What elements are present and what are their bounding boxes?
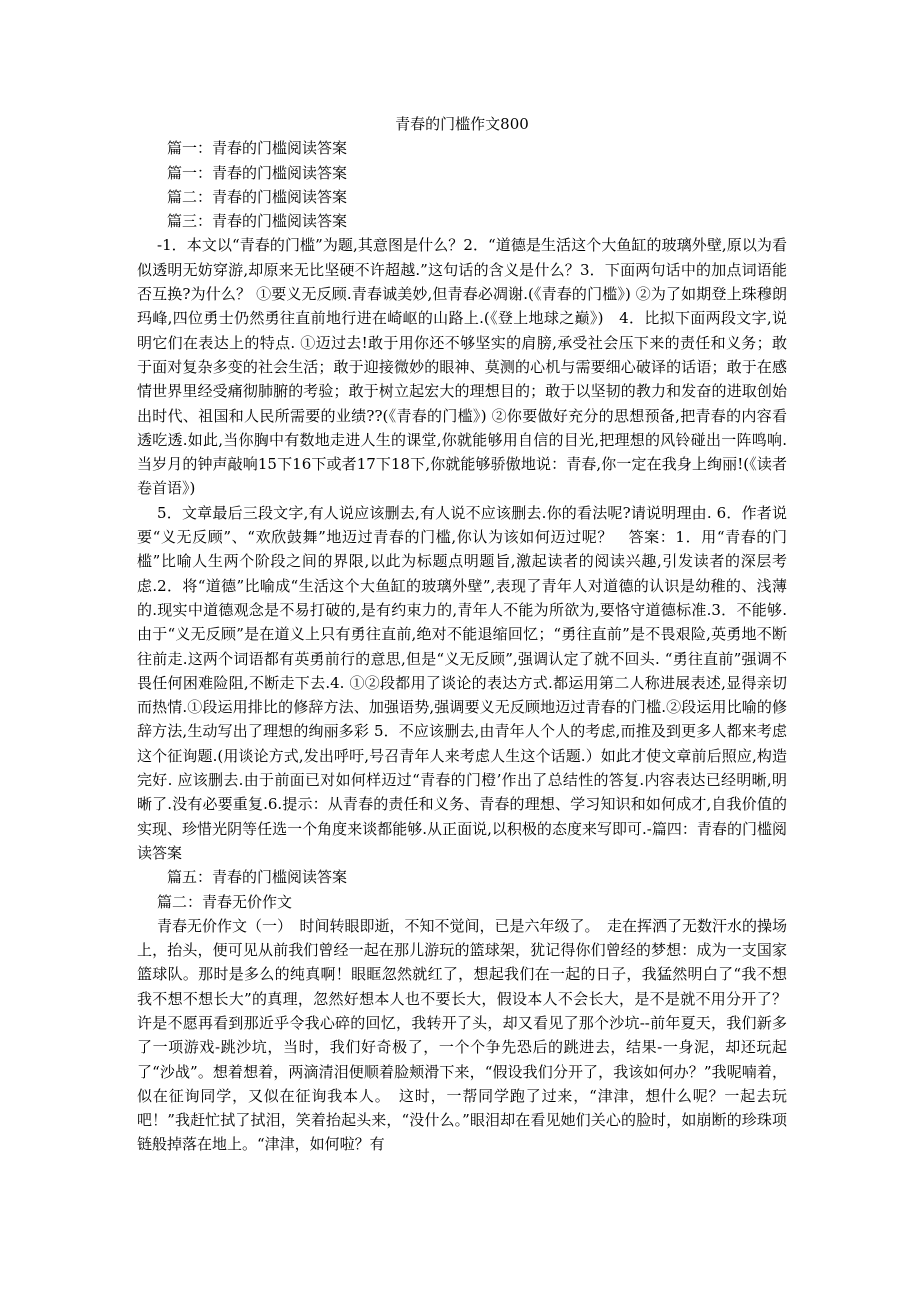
- section-heading: 篇一：青春的门槛阅读答案: [167, 163, 348, 182]
- section-heading: 篇三：青春的门槛阅读答案: [167, 212, 348, 231]
- document-page: [137, 112, 803, 1157]
- section-heading: 篇一：青春的门槛阅读答案: [167, 139, 348, 158]
- body-paragraph: 青春无价作文（一） 时间转眼即逝，不知不觉间，已是六年级了。 走在挥洒了无数汗水的操场上，抬头，便可见从前我们曾经一起在那儿游玩的篮球架，犹记得你们曾经的梦想：成为一支国家篮球队。那时是多么的纯真啊！眼眶忽然就红了，想起我们在一起的日子，我猛然明白了“我不想我不想不想长大”的真理，忽然好想本人也不要长大，假设本人不会长大，是不是就不用分开了？ 许是不愿再看到那近乎令我心碎的回忆，我转开了头，却又看见了那个沙坑--前年夏天，我们新多了一项游戏-跳沙坑，当时，我们好奇极了，一个个争先恐后的跳进去，结果-一身泥，却还玩起了“沙战”。想着想着，两滴清泪便顺着脸颊滑下来，“假设我们分开了，我该如何办？”我呢喃着，似在征询同学，又似在征询我本人。 这时，一帮同学跑了过来，“津津，想什么呢？一起去玩吧！”我赶忙拭了拭泪，笑着抬起头来，“没什么。”眼泪却在看见她们关心的脸时，如崩断的珍珠项链般掉落在地上。“津津，如何啦？有: [137, 916, 803, 1154]
- section-heading: 篇二：青春的门槛阅读答案: [167, 187, 348, 206]
- body-paragraph: -1．本文以“青春的门槛”为题,其意图是什么？2．“道德是生活这个大鱼缸的玻璃外壁,原以为看似透明无妨穿游,却原来无比坚硬不许超越.”这句话的含义是什么？3．下面两句话中的加点词语能否互换?为什么？ ①要义无反顾.青春诚美妙,但青春必凋谢.(《青春的门槛》) ②为了如期登上珠穆朗玛峰,四位勇士仍然勇往直前地行进在崎岖的山路上.(《登上地球之巅》) 4．比拟下面两段文字,说明它们在表达上的特点. ①迈过去!敢于用你还不够坚实的肩膀,承受社会压下来的责任和义务；敢于面对复杂多变的社会生活；敢于迎接微妙的眼神、莫测的心机与需要细心破译的话语；敢于在感情世界里经受痛彻肺腑的考验；敢于树立起宏大的理想目的；敢于以坚韧的教力和发奋的进取创始出时代、祖国和人民所需要的业绩??(《青春的门槛》) ②你要做好充分的思想预备,把青春的内容看透吃透.如此,当你胸中有数地走进人生的课堂,你就能够用自信的目光,把理想的风铃碰出一阵鸣响.当岁月的钟声敲响15下16下或者17下18下,你就能够骄傲地说：青春,你一定在我身上绚丽!(《读者 卷首语》): [137, 236, 803, 498]
- section-heading: 篇二：青春无价作文: [157, 892, 293, 911]
- body-paragraph: 5．文章最后三段文字,有人说应该删去,有人说不应该删去.你的看法呢?请说明理由. 6．作者说要“义无反顾”、“欢欣鼓舞”地迈过青春的门槛,你认为该如何迈过呢？ 答案：1．用“青春的门槛”比喻人生两个阶段之间的界限,以此为标题点明题旨,激起读者的阅读兴趣,引发读者的深层考虑.2．将“道德”比喻成“生活这个大鱼缸的玻璃外壁”,表现了青年人对道德的认识是幼稚的、浅薄的.现实中道德观念是不易打破的,是有约束力的,青年人不能为所欲为,要恪守道德标准.3．不能够.由于“义无反顾”是在道义上只有勇往直前,绝对不能退缩回忆；“勇往直前”是不畏艰险,英勇地不断往前走.这两个词语都有英勇前行的意思,但是“义无反顾”,强调认定了就不回头. “勇往直前”强调不畏任何困难险阻,不断走下去.4. ①②段都用了谈论的表达方式.都运用第二人称进展表述,显得亲切而热情.①段运用排比的修辞方法、加强语势,强调要义无反顾地迈过青春的门槛.②段运用比喻的修辞方法,生动写出了理想的绚丽多彩 5．不应该删去,由青年人个人的考虑,而推及到更多人都来考虑这个征询题.(用谈论方式,发出呼吁,号召青年人来考虑人生这个话题.）如此才使文章前后照应,构造完好. 应该删去.由于前面已对如何样迈过“青春的门橙’作出了总结性的答复.内容表达已经明晰,明晰了.没有必要重复.6.提示：从青春的责任和义务、青春的理想、学习知识和如何成才,自我价值的实现、珍惜光阴等任选一个角度来谈都能够.从正面说,以积极的态度来写即可.-篇四：青春的门槛阅读答案: [137, 503, 787, 862]
- section-heading: 篇五：青春的门槛阅读答案: [167, 868, 348, 887]
- document-title: 青春的门槛作文800: [395, 115, 529, 133]
